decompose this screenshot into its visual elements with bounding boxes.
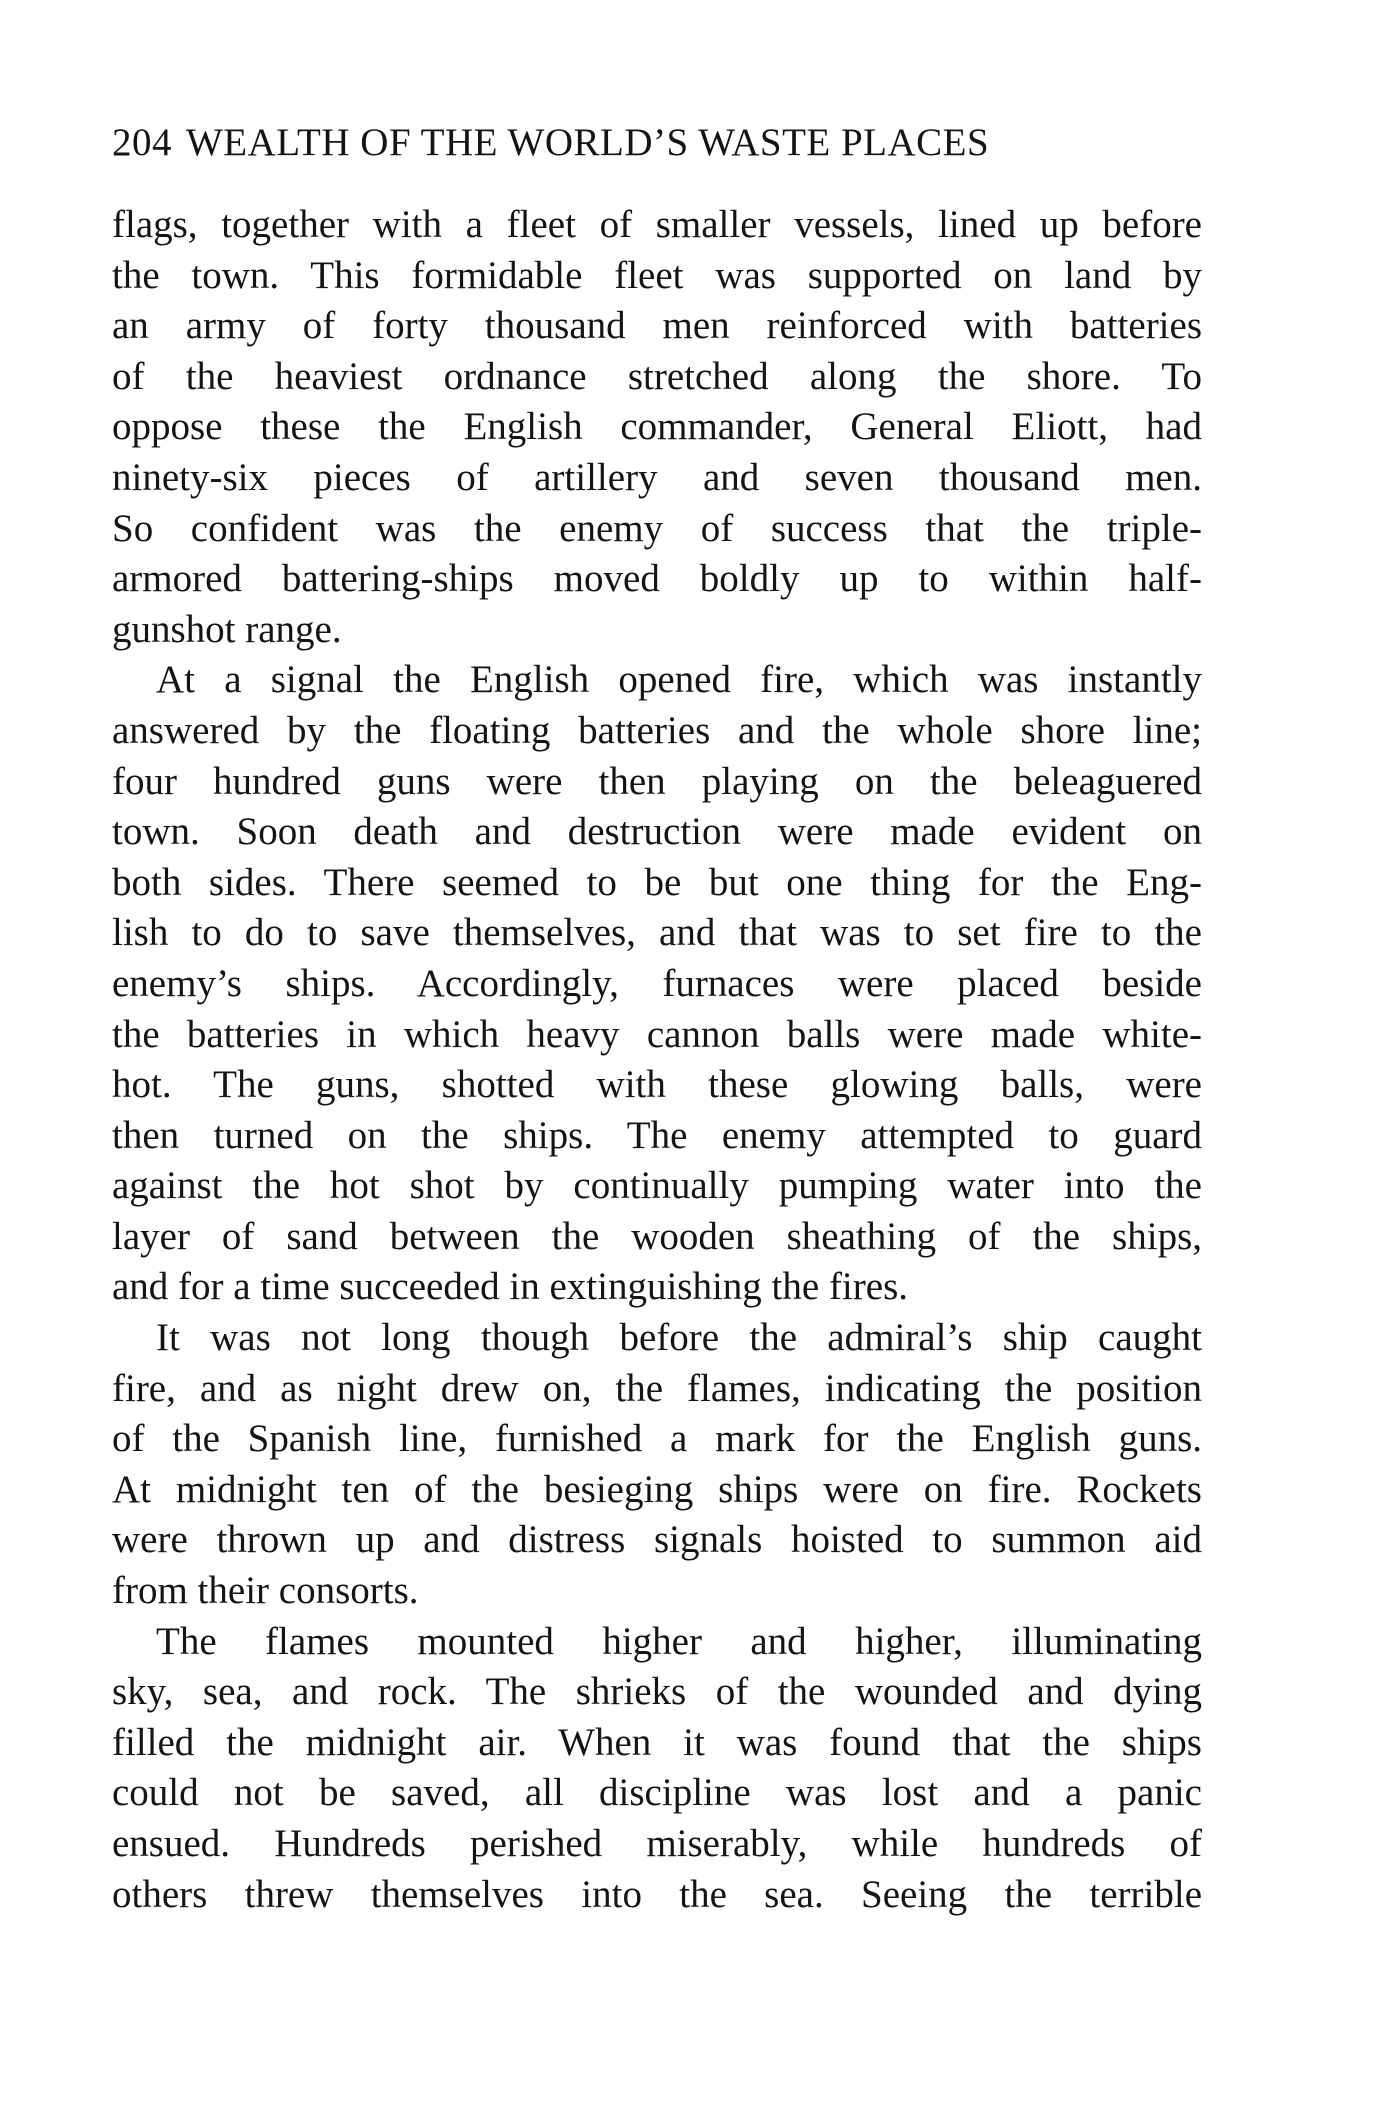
text-line: both sides. There seemed to be but one thing for the Eng- — [112, 860, 1202, 904]
text-line: The flames mounted higher and higher, illuminating — [156, 1619, 1202, 1663]
running-title: WEALTH OF THE WORLD’S WASTE PLACES — [186, 121, 990, 164]
text-line: At midnight ten of the besieging ships were on fire. Rockets — [112, 1467, 1202, 1511]
text-line: gunshot range. — [112, 607, 342, 651]
text-line: of the Spanish line, furnished a mark for the English guns. — [112, 1417, 1202, 1461]
text-line: four hundred guns were then playing on the beleaguered — [112, 759, 1202, 803]
text-line: town. Soon death and destruction were made evident on — [112, 810, 1202, 854]
text-line: then turned on the ships. The enemy attempted to guard — [112, 1113, 1202, 1157]
text-line: armored battering-ships moved boldly up to within half- — [112, 557, 1202, 601]
text-line: from their consorts. — [112, 1569, 419, 1613]
text-line: were thrown up and distress signals hoisted to summon aid — [112, 1518, 1202, 1562]
text-line: At a signal the English opened fire, which was instantly — [156, 658, 1202, 702]
text-line: So confident was the enemy of success that the triple- — [112, 506, 1202, 550]
text-line: of the heaviest ordnance stretched along the shore. To — [112, 354, 1202, 398]
text-line: ensued. Hundreds perished miserably, while hundreds of — [112, 1822, 1202, 1865]
running-header — [112, 118, 1202, 168]
text-line: the town. This formidable fleet was supported on land by — [112, 253, 1202, 297]
text-line: flags, together with a fleet of smaller vessels, lined up before — [112, 203, 1202, 246]
text-line: layer of sand between the wooden sheathing of the ships, — [112, 1214, 1202, 1258]
text-line: and for a time succeeded in extinguishing the fires. — [112, 1265, 908, 1309]
text-line: could not be saved, all discipline was lost and a panic — [112, 1771, 1202, 1815]
body-text — [112, 200, 1202, 1920]
text-line: oppose these the English commander, General Eliott, had — [112, 405, 1202, 449]
text-line: lish to do to save themselves, and that was to set fire to the — [112, 911, 1202, 955]
text-line: the batteries in which heavy cannon balls were made white- — [112, 1012, 1202, 1056]
text-line: others threw themselves into the sea. Seeing the terrible — [112, 1872, 1202, 1916]
text-line: It was not long though before the admiral’s ship caught — [156, 1316, 1202, 1360]
text-line: an army of forty thousand men reinforced with batteries — [112, 304, 1202, 348]
text-line: fire, and as night drew on, the flames, indicating the position — [112, 1366, 1202, 1410]
text-line: filled the midnight air. When it was found that the ships — [112, 1720, 1202, 1764]
text-line: against the hot shot by continually pumping water into the — [112, 1164, 1202, 1208]
text-line: enemy’s ships. Accordingly, furnaces were placed beside — [112, 961, 1202, 1005]
text-line: hot. The guns, shotted with these glowing balls, were — [112, 1063, 1202, 1107]
page-number: 204 — [112, 121, 172, 164]
text-line: ninety-six pieces of artillery and seven thousand men. — [112, 455, 1202, 499]
text-line: sky, sea, and rock. The shrieks of the wounded and dying — [112, 1670, 1202, 1714]
text-line: answered by the floating batteries and the whole shore line; — [112, 708, 1202, 752]
